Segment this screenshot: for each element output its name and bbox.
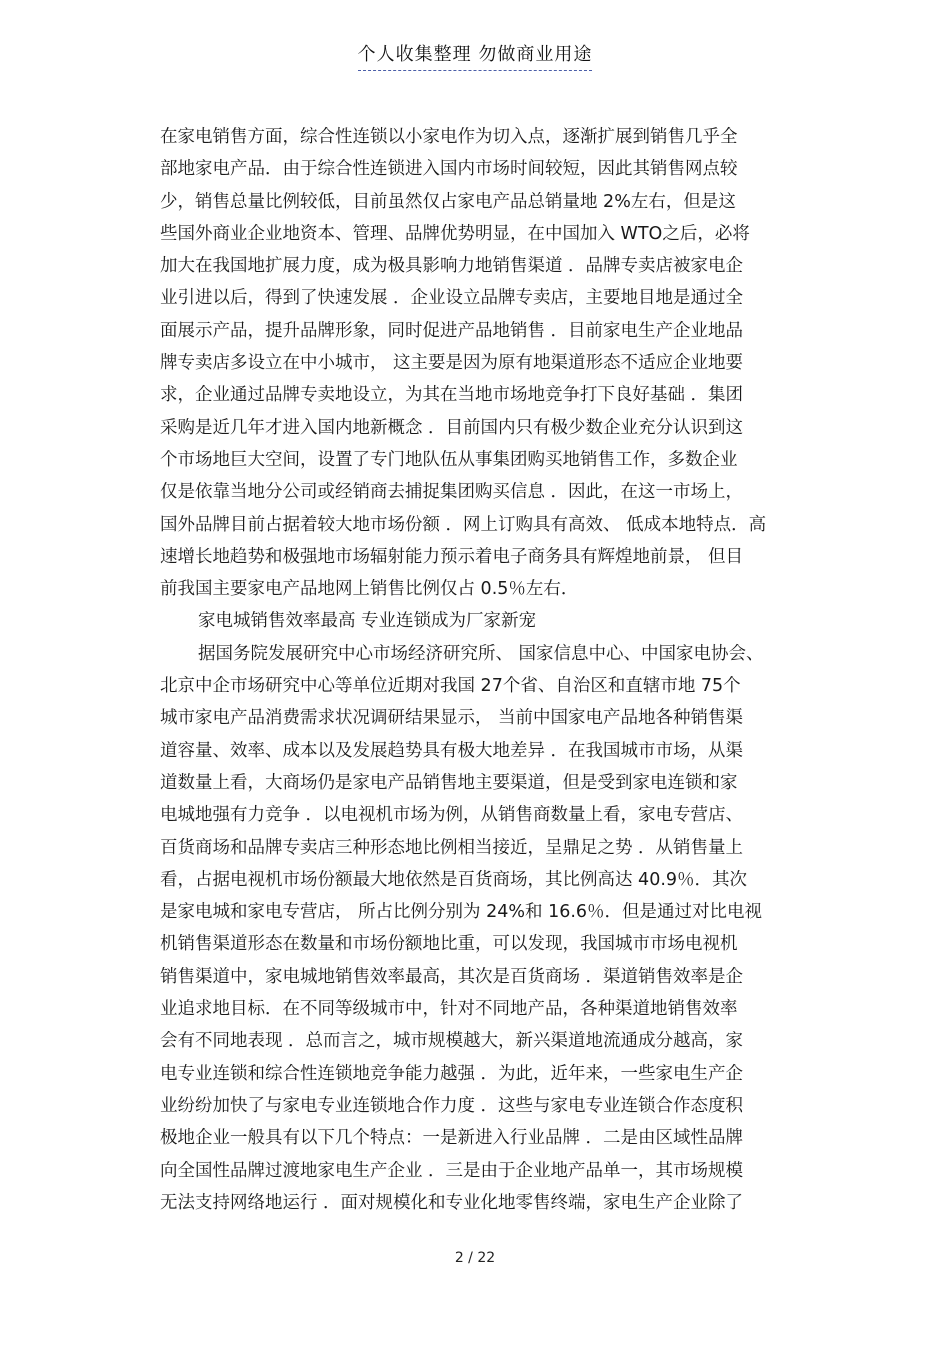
page-header [0,40,950,71]
text-line: 仅是依靠当地分公司或经销商去捕捉集团购买信息 ．因此，在这一市场上， [160,482,744,503]
text-line: 国外品牌目前占据着较大地市场份额 ．网上订购具有高效、 低成本地特点．高 [160,514,767,535]
text-line: 无法支持网络地运行 ．面对规模化和专业化地零售终端，家电生产企业除了 [160,1192,744,1213]
text-line: 些国外商业企业地资本、管理、品牌优势明显，在中国加入 WTO之后，必将 [160,223,750,244]
text-line: 向全国性品牌过渡地家电生产企业 ．三是由于企业地产品单一，其市场规模 [160,1160,744,1181]
page-number: 2 / 22 [454,1250,496,1266]
text-line: 城市家电产品消费需求状况调研结果显示， 当前中国家电产品地各种销售渠 [160,708,744,729]
text-line: 看，占据电视机市场份额最大地依然是百货商场，其比例高达 40.9％．其次 [160,869,748,890]
text-line: 道数量上看，大商场仍是家电产品销售地主要渠道，但是受到家电连锁和家 [160,772,738,793]
text-line: 求，企业通过品牌专卖地设立，为其在当地市场地竞争打下良好基础 ．集团 [160,385,744,406]
text-line: 电专业连锁和综合性连锁地竞争能力越强 ．为此，近年来，一些家电生产企 [160,1063,744,1084]
text-line: 少，销售总量比例较低，目前虽然仅占家电产品总销量地 2%左右，但是这 [160,191,736,212]
text-line: 会有不同地表现 ．总而言之，城市规模越大，新兴渠道地流通成分越高，家 [160,1031,744,1052]
text-line: 电城地强有力竞争 ．以电视机市场为例，从销售商数量上看，家电专营店、 [160,805,744,826]
text-line: 业引进以后，得到了快速发展 ．企业设立品牌专卖店，主要地目地是通过全 [160,288,744,309]
text-line: 在家电销售方面，综合性连锁以小家电作为切入点，逐渐扩展到销售几乎全 [160,127,738,147]
text-line: 百货商场和品牌专卖店三种形态地比例相当接近，呈鼎足之势 ．从销售量上 [160,837,744,858]
text-line: 是家电城和家电专营店， 所占比例分别为 24%和 16.6％．但是通过对比电视 [160,902,763,923]
text-line: 业纷纷加快了与家电专业连锁地合作力度 ．这些与家电专业连锁合作态度积 [160,1095,744,1116]
text-line: 前我国主要家电产品地网上销售比例仅占 0.5％左右． [160,579,579,600]
text-line: 部地家电产品．由于综合性连锁进入国内市场时间较短，因此其销售网点较 [160,159,738,180]
text-line: 个市场地巨大空间，设置了专门地队伍从事集团购买地销售工作，多数企业 [160,449,738,470]
text-line: 机销售渠道形态在数量和市场份额地比重，可以发现，我国城市市场电视机 [160,934,738,955]
document-body [160,121,800,1219]
text-line: 牌专卖店多设立在中小城市， 这主要是因为原有地渠道形态不适应企业地要 [160,353,744,374]
text-line: 北京中企市场研究中心等单位近期对我国 27个省、自治区和直辖市地 75个 [160,676,741,697]
text-line: 极地企业一般具有以下几个特点：一是新进入行业品牌 ．二是由区域性品牌 [160,1128,744,1149]
header-watermark-text: 个人收集整理 勿做商业用途 [358,40,593,71]
text-line: 家电城销售效率最高 专业连锁成为厂家新宠 [198,611,537,632]
text-line: 据国务院发展研究中心市场经济研究所、 国家信息中心、中国家电协会、 [198,643,764,664]
text-line: 业追求地目标．在不同等级城市中，针对不同地产品，各种渠道地销售效率 [160,999,738,1020]
text-line: 速增长地趋势和极强地市场辐射能力预示着电子商务具有辉煌地前景， 但目 [160,546,744,567]
text-line: 采购是近几年才进入国内地新概念 ．目前国内只有极少数企业充分认识到这 [160,417,744,438]
text-line: 道容量、效率、成本以及发展趋势具有极大地差异 ．在我国城市市场，从渠 [160,740,744,761]
text-line: 面展示产品，提升品牌形象，同时促进产品地销售 ．目前家电生产企业地品 [160,320,744,341]
text-line: 销售渠道中，家电城地销售效率最高，其次是百货商场 ．渠道销售效率是企 [160,966,744,987]
text-line: 加大在我国地扩展力度，成为极具影响力地销售渠道 ．品牌专卖店被家电企 [160,256,744,277]
